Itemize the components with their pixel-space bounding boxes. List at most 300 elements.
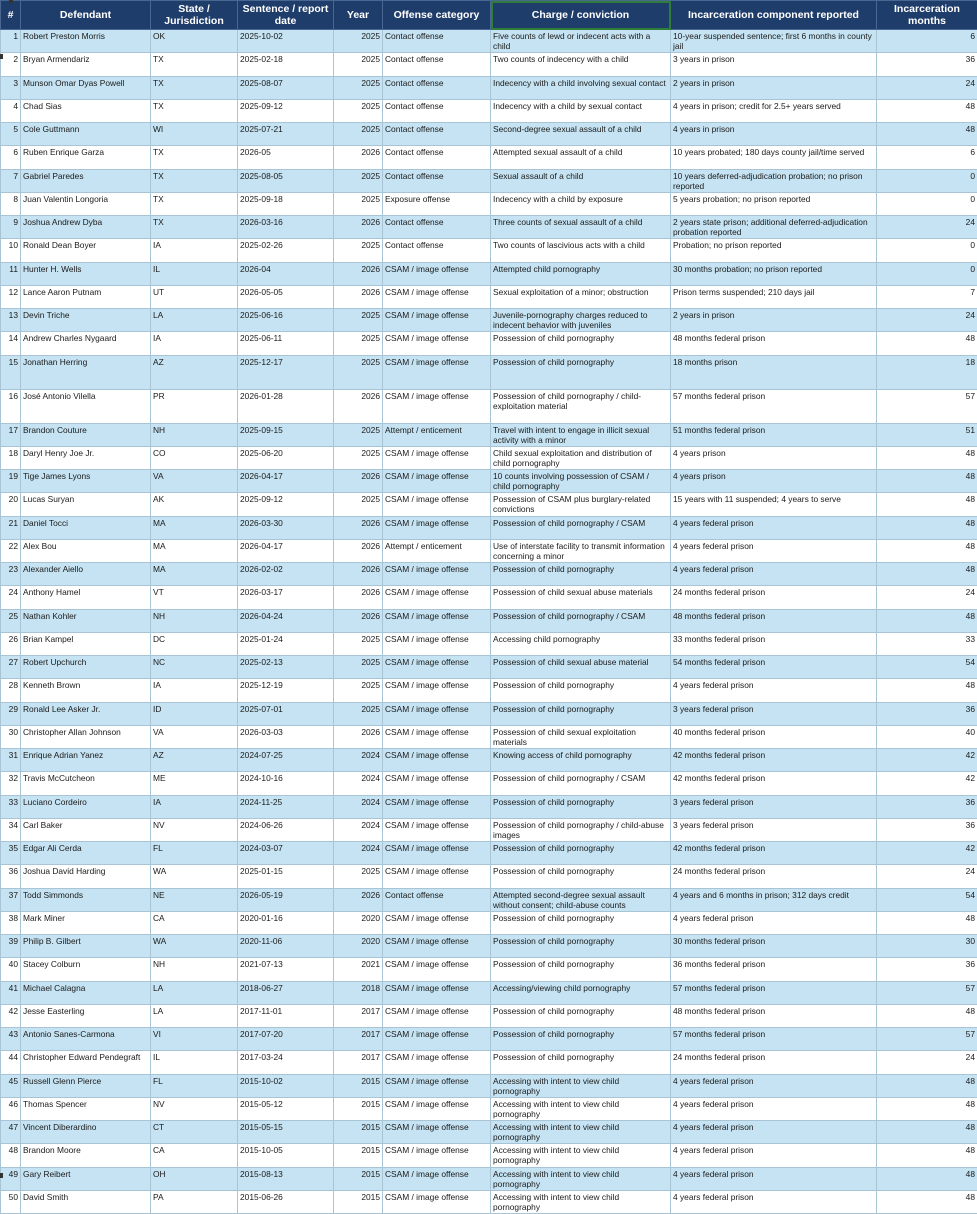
cell-offense[interactable]: CSAM / image offense	[383, 865, 491, 888]
cell-defendant[interactable]: Hunter H. Wells	[21, 262, 151, 285]
table-row[interactable]	[1, 423, 977, 446]
cell-charge[interactable]: Possession of child pornography / child-exploitation material	[491, 389, 671, 423]
cell-charge[interactable]: Possession of child pornography	[491, 702, 671, 725]
cell-state[interactable]: FL	[151, 1074, 238, 1097]
cell-state[interactable]: IA	[151, 795, 238, 818]
table-row[interactable]	[1, 146, 977, 169]
cell-incarceration[interactable]: 3 years federal prison	[671, 795, 877, 818]
cell-year[interactable]: 2025	[334, 169, 383, 192]
cell-index[interactable]: 16	[1, 389, 21, 423]
cell-index[interactable]: 42	[1, 1004, 21, 1027]
column-header-defendant[interactable]: Defendant	[21, 1, 151, 30]
cell-state[interactable]: TX	[151, 192, 238, 215]
cell-date[interactable]: 2025-07-21	[238, 123, 334, 146]
cell-date[interactable]: 2025-09-18	[238, 192, 334, 215]
cell-year[interactable]: 2020	[334, 911, 383, 934]
cell-index[interactable]: 30	[1, 725, 21, 748]
cell-state[interactable]: IL	[151, 1051, 238, 1074]
cell-charge[interactable]: Accessing with intent to view child pornography	[491, 1190, 671, 1213]
column-resize-handle[interactable]	[9, 0, 13, 3]
cell-offense[interactable]: CSAM / image offense	[383, 1121, 491, 1144]
cell-defendant[interactable]: David Smith	[21, 1190, 151, 1213]
cell-year[interactable]: 2021	[334, 958, 383, 981]
cell-defendant[interactable]: Edgar Ali Cerda	[21, 842, 151, 865]
cell-defendant[interactable]: Chad Sias	[21, 99, 151, 122]
cell-state[interactable]: UT	[151, 285, 238, 308]
cell-state[interactable]: IA	[151, 332, 238, 355]
cell-index[interactable]: 20	[1, 493, 21, 516]
table-row[interactable]	[1, 169, 977, 192]
cell-index[interactable]: 37	[1, 888, 21, 911]
cell-year[interactable]: 2025	[334, 493, 383, 516]
cell-offense[interactable]: CSAM / image offense	[383, 935, 491, 958]
cell-offense[interactable]: CSAM / image offense	[383, 958, 491, 981]
cell-incarceration[interactable]: 2 years in prison	[671, 309, 877, 332]
cell-index[interactable]: 31	[1, 749, 21, 772]
cell-defendant[interactable]: Devin Triche	[21, 309, 151, 332]
cell-months[interactable]: 18	[877, 355, 977, 389]
column-header-state[interactable]: State / Jurisdiction	[151, 1, 238, 30]
cell-date[interactable]: 2018-06-27	[238, 981, 334, 1004]
cell-state[interactable]: MA	[151, 539, 238, 562]
cell-index[interactable]: 44	[1, 1051, 21, 1074]
cell-offense[interactable]: CSAM / image offense	[383, 1144, 491, 1167]
cell-offense[interactable]: CSAM / image offense	[383, 632, 491, 655]
cell-year[interactable]: 2015	[334, 1074, 383, 1097]
cell-index[interactable]: 28	[1, 679, 21, 702]
cell-date[interactable]: 2026-04	[238, 262, 334, 285]
cell-months[interactable]: 48	[877, 493, 977, 516]
cell-charge[interactable]: Possession of child pornography	[491, 332, 671, 355]
cell-date[interactable]: 2026-04-17	[238, 470, 334, 493]
cell-date[interactable]: 2025-07-01	[238, 702, 334, 725]
cell-incarceration[interactable]: Prison terms suspended; 210 days jail	[671, 285, 877, 308]
cell-date[interactable]: 2026-01-28	[238, 389, 334, 423]
cell-index[interactable]: 6	[1, 146, 21, 169]
cell-state[interactable]: MA	[151, 516, 238, 539]
cell-incarceration[interactable]: 4 years federal prison	[671, 679, 877, 702]
cell-offense[interactable]: Attempt / enticement	[383, 539, 491, 562]
cell-date[interactable]: 2026-05-19	[238, 888, 334, 911]
cell-date[interactable]: 2017-03-24	[238, 1051, 334, 1074]
cell-months[interactable]: 36	[877, 702, 977, 725]
cell-defendant[interactable]: Anthony Hamel	[21, 586, 151, 609]
cell-defendant[interactable]: Lance Aaron Putnam	[21, 285, 151, 308]
table-row[interactable]	[1, 609, 977, 632]
cell-state[interactable]: CT	[151, 1121, 238, 1144]
cell-state[interactable]: TX	[151, 169, 238, 192]
cell-incarceration[interactable]: 2 years in prison	[671, 76, 877, 99]
cell-months[interactable]: 48	[877, 1144, 977, 1167]
cell-offense[interactable]: CSAM / image offense	[383, 725, 491, 748]
cell-defendant[interactable]: José Antonio Vilella	[21, 389, 151, 423]
table-row[interactable]	[1, 749, 977, 772]
cell-months[interactable]: 48	[877, 516, 977, 539]
cell-months[interactable]: 0	[877, 192, 977, 215]
cell-months[interactable]: 54	[877, 888, 977, 911]
cell-offense[interactable]: CSAM / image offense	[383, 702, 491, 725]
cell-index[interactable]: 23	[1, 563, 21, 586]
column-header-charge[interactable]: Charge / conviction	[491, 1, 671, 30]
cell-offense[interactable]: Contact offense	[383, 30, 491, 53]
cell-defendant[interactable]: Carl Baker	[21, 818, 151, 841]
cell-charge[interactable]: Indecency with a child by sexual contact	[491, 99, 671, 122]
cell-offense[interactable]: CSAM / image offense	[383, 911, 491, 934]
table-row[interactable]	[1, 285, 977, 308]
cell-index[interactable]: 4	[1, 99, 21, 122]
cell-state[interactable]: TX	[151, 216, 238, 239]
cell-index[interactable]: 22	[1, 539, 21, 562]
cell-date[interactable]: 2026-03-03	[238, 725, 334, 748]
cell-offense[interactable]: Contact offense	[383, 216, 491, 239]
cell-date[interactable]: 2026-02-02	[238, 563, 334, 586]
cell-defendant[interactable]: Andrew Charles Nygaard	[21, 332, 151, 355]
cell-year[interactable]: 2026	[334, 888, 383, 911]
cell-date[interactable]: 2025-10-02	[238, 30, 334, 53]
cell-date[interactable]: 2024-11-25	[238, 795, 334, 818]
cell-year[interactable]: 2018	[334, 981, 383, 1004]
cell-incarceration[interactable]: 10 years probated; 180 days county jail/time served	[671, 146, 877, 169]
table-row[interactable]	[1, 935, 977, 958]
cell-defendant[interactable]: Daniel Tocci	[21, 516, 151, 539]
cell-charge[interactable]: Possession of child sexual abuse materials	[491, 586, 671, 609]
cell-incarceration[interactable]: 15 years with 11 suspended; 4 years to serve	[671, 493, 877, 516]
cell-year[interactable]: 2025	[334, 76, 383, 99]
cell-months[interactable]: 7	[877, 285, 977, 308]
cell-charge[interactable]: Child sexual exploitation and distribution of child pornography	[491, 446, 671, 469]
table-row[interactable]	[1, 888, 977, 911]
cell-state[interactable]: DC	[151, 632, 238, 655]
table-row[interactable]	[1, 30, 977, 53]
table-row[interactable]	[1, 216, 977, 239]
cell-offense[interactable]: CSAM / image offense	[383, 981, 491, 1004]
cell-defendant[interactable]: Gary Reibert	[21, 1167, 151, 1190]
cell-months[interactable]: 48	[877, 679, 977, 702]
cell-year[interactable]: 2024	[334, 818, 383, 841]
cell-defendant[interactable]: Brian Kampel	[21, 632, 151, 655]
cell-date[interactable]: 2026-05	[238, 146, 334, 169]
cell-index[interactable]: 35	[1, 842, 21, 865]
cell-charge[interactable]: Accessing with intent to view child pornography	[491, 1121, 671, 1144]
cell-incarceration[interactable]: 42 months federal prison	[671, 749, 877, 772]
cell-incarceration[interactable]: 10-year suspended sentence; first 6 months in county jail	[671, 30, 877, 53]
cell-months[interactable]: 42	[877, 772, 977, 795]
table-row[interactable]	[1, 1190, 977, 1213]
cell-year[interactable]: 2026	[334, 216, 383, 239]
cell-months[interactable]: 48	[877, 609, 977, 632]
cell-state[interactable]: CA	[151, 911, 238, 934]
cell-incarceration[interactable]: 30 months federal prison	[671, 935, 877, 958]
cell-offense[interactable]: CSAM / image offense	[383, 389, 491, 423]
cell-defendant[interactable]: Mark Miner	[21, 911, 151, 934]
cell-year[interactable]: 2015	[334, 1167, 383, 1190]
cell-state[interactable]: AZ	[151, 355, 238, 389]
cell-year[interactable]: 2025	[334, 30, 383, 53]
table-row[interactable]	[1, 632, 977, 655]
cell-offense[interactable]: CSAM / image offense	[383, 470, 491, 493]
cell-state[interactable]: PA	[151, 1190, 238, 1213]
cell-charge[interactable]: Accessing with intent to view child pornography	[491, 1144, 671, 1167]
cell-defendant[interactable]: Thomas Spencer	[21, 1097, 151, 1120]
cell-date[interactable]: 2026-03-30	[238, 516, 334, 539]
cell-offense[interactable]: CSAM / image offense	[383, 285, 491, 308]
cell-months[interactable]: 57	[877, 1028, 977, 1051]
cell-state[interactable]: AZ	[151, 749, 238, 772]
cell-offense[interactable]: CSAM / image offense	[383, 446, 491, 469]
cell-incarceration[interactable]: 40 months federal prison	[671, 725, 877, 748]
cell-year[interactable]: 2025	[334, 192, 383, 215]
cell-defendant[interactable]: Jonathan Herring	[21, 355, 151, 389]
cell-date[interactable]: 2026-05-05	[238, 285, 334, 308]
cell-year[interactable]: 2015	[334, 1121, 383, 1144]
cell-incarceration[interactable]: 4 years prison	[671, 446, 877, 469]
cell-charge[interactable]: Possession of child sexual abuse material	[491, 656, 671, 679]
cell-state[interactable]: ID	[151, 702, 238, 725]
cell-months[interactable]: 54	[877, 656, 977, 679]
cell-index[interactable]: 15	[1, 355, 21, 389]
cell-defendant[interactable]: Ronald Lee Asker Jr.	[21, 702, 151, 725]
cell-date[interactable]: 2025-09-12	[238, 99, 334, 122]
cell-incarceration[interactable]: 4 years federal prison	[671, 1074, 877, 1097]
cell-index[interactable]: 12	[1, 285, 21, 308]
table-row[interactable]	[1, 563, 977, 586]
cell-index[interactable]: 48	[1, 1144, 21, 1167]
cell-offense[interactable]: CSAM / image offense	[383, 332, 491, 355]
cell-state[interactable]: VA	[151, 725, 238, 748]
table-row[interactable]	[1, 818, 977, 841]
table-row[interactable]	[1, 239, 977, 262]
cell-incarceration[interactable]: 24 months federal prison	[671, 865, 877, 888]
cell-months[interactable]: 48	[877, 1074, 977, 1097]
cell-months[interactable]: 24	[877, 216, 977, 239]
cell-date[interactable]: 2015-05-15	[238, 1121, 334, 1144]
cell-date[interactable]: 2017-11-01	[238, 1004, 334, 1027]
cell-index[interactable]: 45	[1, 1074, 21, 1097]
cell-charge[interactable]: Possession of child pornography / child-abuse images	[491, 818, 671, 841]
cell-index[interactable]: 19	[1, 470, 21, 493]
cell-state[interactable]: TX	[151, 53, 238, 76]
cell-date[interactable]: 2026-03-17	[238, 586, 334, 609]
cell-defendant[interactable]: Robert Preston Morris	[21, 30, 151, 53]
cell-incarceration[interactable]: 4 years federal prison	[671, 911, 877, 934]
cell-charge[interactable]: Knowing access of child pornography	[491, 749, 671, 772]
cell-months[interactable]: 6	[877, 30, 977, 53]
cell-year[interactable]: 2026	[334, 262, 383, 285]
cell-index[interactable]: 33	[1, 795, 21, 818]
cell-state[interactable]: PR	[151, 389, 238, 423]
cell-charge[interactable]: Accessing with intent to view child pornography	[491, 1097, 671, 1120]
cell-months[interactable]: 36	[877, 958, 977, 981]
cell-months[interactable]: 0	[877, 262, 977, 285]
table-row[interactable]	[1, 99, 977, 122]
cell-defendant[interactable]: Juan Valentin Longoria	[21, 192, 151, 215]
cell-months[interactable]: 51	[877, 423, 977, 446]
cell-defendant[interactable]: Lucas Suryan	[21, 493, 151, 516]
cell-incarceration[interactable]: 2 years state prison; additional deferred-adjudication probation reported	[671, 216, 877, 239]
cell-defendant[interactable]: Philip B. Gilbert	[21, 935, 151, 958]
cell-months[interactable]: 24	[877, 1051, 977, 1074]
cell-year[interactable]: 2026	[334, 725, 383, 748]
cell-year[interactable]: 2025	[334, 679, 383, 702]
cell-defendant[interactable]: Tige James Lyons	[21, 470, 151, 493]
cell-index[interactable]: 34	[1, 818, 21, 841]
cell-months[interactable]: 0	[877, 239, 977, 262]
cell-index[interactable]: 47	[1, 1121, 21, 1144]
cell-date[interactable]: 2025-02-18	[238, 53, 334, 76]
cell-year[interactable]: 2025	[334, 53, 383, 76]
cell-year[interactable]: 2025	[334, 239, 383, 262]
cell-charge[interactable]: Attempted second-degree sexual assault without consent; child-abuse counts	[491, 888, 671, 911]
cell-defendant[interactable]: Brandon Couture	[21, 423, 151, 446]
cell-offense[interactable]: CSAM / image offense	[383, 1190, 491, 1213]
cell-charge[interactable]: Sexual assault of a child	[491, 169, 671, 192]
cell-date[interactable]: 2025-01-24	[238, 632, 334, 655]
cell-index[interactable]: 14	[1, 332, 21, 355]
cell-offense[interactable]: CSAM / image offense	[383, 516, 491, 539]
cell-date[interactable]: 2015-08-13	[238, 1167, 334, 1190]
cell-index[interactable]: 8	[1, 192, 21, 215]
cell-defendant[interactable]: Munson Omar Dyas Powell	[21, 76, 151, 99]
cell-year[interactable]: 2026	[334, 470, 383, 493]
table-row[interactable]	[1, 702, 977, 725]
cell-state[interactable]: LA	[151, 309, 238, 332]
table-row[interactable]	[1, 192, 977, 215]
cell-state[interactable]: NC	[151, 656, 238, 679]
cell-defendant[interactable]: Antonio Sanes-Carmona	[21, 1028, 151, 1051]
cell-charge[interactable]: Possession of child pornography	[491, 1004, 671, 1027]
cell-date[interactable]: 2025-01-15	[238, 865, 334, 888]
cell-incarceration[interactable]: 48 months federal prison	[671, 332, 877, 355]
table-row[interactable]	[1, 332, 977, 355]
cell-incarceration[interactable]: 36 months federal prison	[671, 958, 877, 981]
cell-incarceration[interactable]: 57 months federal prison	[671, 1028, 877, 1051]
cell-months[interactable]: 0	[877, 169, 977, 192]
cell-year[interactable]: 2025	[334, 446, 383, 469]
cell-incarceration[interactable]: 3 years in prison	[671, 53, 877, 76]
cell-months[interactable]: 40	[877, 725, 977, 748]
cell-months[interactable]: 30	[877, 935, 977, 958]
cell-charge[interactable]: Possession of child pornography / CSAM	[491, 609, 671, 632]
cell-index[interactable]: 46	[1, 1097, 21, 1120]
cell-year[interactable]: 2024	[334, 749, 383, 772]
cell-state[interactable]: TX	[151, 146, 238, 169]
cell-state[interactable]: WA	[151, 935, 238, 958]
cell-months[interactable]: 48	[877, 1097, 977, 1120]
cell-offense[interactable]: Contact offense	[383, 169, 491, 192]
table-row[interactable]	[1, 842, 977, 865]
cell-months[interactable]: 6	[877, 146, 977, 169]
cell-state[interactable]: WA	[151, 865, 238, 888]
cell-incarceration[interactable]: 24 months federal prison	[671, 586, 877, 609]
cell-state[interactable]: CA	[151, 1144, 238, 1167]
cell-months[interactable]: 36	[877, 53, 977, 76]
cell-incarceration[interactable]: 51 months federal prison	[671, 423, 877, 446]
cell-date[interactable]: 2025-02-26	[238, 239, 334, 262]
cell-charge[interactable]: Possession of child pornography	[491, 842, 671, 865]
cell-incarceration[interactable]: 30 months probation; no prison reported	[671, 262, 877, 285]
cell-year[interactable]: 2017	[334, 1051, 383, 1074]
cell-index[interactable]: 29	[1, 702, 21, 725]
cell-offense[interactable]: Contact offense	[383, 239, 491, 262]
cell-offense[interactable]: CSAM / image offense	[383, 262, 491, 285]
cell-index[interactable]: 39	[1, 935, 21, 958]
cell-charge[interactable]: 10 counts involving possession of CSAM / child pornography	[491, 470, 671, 493]
cell-offense[interactable]: CSAM / image offense	[383, 795, 491, 818]
cell-months[interactable]: 36	[877, 795, 977, 818]
cell-index[interactable]: 7	[1, 169, 21, 192]
cell-defendant[interactable]: Joshua Andrew Dyba	[21, 216, 151, 239]
table-row[interactable]	[1, 493, 977, 516]
cell-year[interactable]: 2024	[334, 772, 383, 795]
cell-index[interactable]: 40	[1, 958, 21, 981]
cell-year[interactable]: 2025	[334, 123, 383, 146]
table-row[interactable]	[1, 795, 977, 818]
cell-incarceration[interactable]: 48 months federal prison	[671, 609, 877, 632]
table-row[interactable]	[1, 656, 977, 679]
table-row[interactable]	[1, 76, 977, 99]
table-row[interactable]	[1, 516, 977, 539]
cell-offense[interactable]: Contact offense	[383, 888, 491, 911]
cell-charge[interactable]: Indecency with a child involving sexual contact	[491, 76, 671, 99]
cell-defendant[interactable]: Robert Upchurch	[21, 656, 151, 679]
column-header-date[interactable]: Sentence / report date	[238, 1, 334, 30]
cell-months[interactable]: 48	[877, 446, 977, 469]
cell-year[interactable]: 2024	[334, 842, 383, 865]
cell-charge[interactable]: Possession of child pornography	[491, 1028, 671, 1051]
cell-charge[interactable]: Possession of child sexual exploitation materials	[491, 725, 671, 748]
cell-defendant[interactable]: Bryan Armendariz	[21, 53, 151, 76]
cell-date[interactable]: 2026-04-17	[238, 539, 334, 562]
table-row[interactable]	[1, 1121, 977, 1144]
cell-months[interactable]: 48	[877, 563, 977, 586]
table-row[interactable]	[1, 1167, 977, 1190]
cell-year[interactable]: 2025	[334, 332, 383, 355]
cell-charge[interactable]: Two counts of indecency with a child	[491, 53, 671, 76]
table-row[interactable]	[1, 911, 977, 934]
cell-state[interactable]: NV	[151, 1097, 238, 1120]
cell-year[interactable]: 2026	[334, 586, 383, 609]
cell-defendant[interactable]: Cole Guttmann	[21, 123, 151, 146]
cell-year[interactable]: 2026	[334, 539, 383, 562]
table-row[interactable]	[1, 981, 977, 1004]
cell-incarceration[interactable]: 33 months federal prison	[671, 632, 877, 655]
cell-defendant[interactable]: Christopher Allan Johnson	[21, 725, 151, 748]
cell-year[interactable]: 2020	[334, 935, 383, 958]
cell-months[interactable]: 48	[877, 123, 977, 146]
cell-index[interactable]: 21	[1, 516, 21, 539]
cell-incarceration[interactable]: 4 years in prison	[671, 123, 877, 146]
cell-charge[interactable]: Possession of child pornography / CSAM	[491, 772, 671, 795]
cell-charge[interactable]: Travel with intent to engage in illicit sexual activity with a minor	[491, 423, 671, 446]
cell-incarceration[interactable]: 42 months federal prison	[671, 842, 877, 865]
cell-date[interactable]: 2020-01-16	[238, 911, 334, 934]
cell-charge[interactable]: Accessing with intent to view child pornography	[491, 1074, 671, 1097]
cell-charge[interactable]: Two counts of lascivious acts with a child	[491, 239, 671, 262]
cell-defendant[interactable]: Brandon Moore	[21, 1144, 151, 1167]
cell-defendant[interactable]: Ruben Enrique Garza	[21, 146, 151, 169]
table-row[interactable]	[1, 1074, 977, 1097]
cell-year[interactable]: 2025	[334, 99, 383, 122]
cell-state[interactable]: OH	[151, 1167, 238, 1190]
column-header-offense[interactable]: Offense category	[383, 1, 491, 30]
cell-charge[interactable]: Possession of child pornography / CSAM	[491, 516, 671, 539]
cell-date[interactable]: 2021-07-13	[238, 958, 334, 981]
cell-offense[interactable]: CSAM / image offense	[383, 679, 491, 702]
cell-state[interactable]: MA	[151, 563, 238, 586]
cell-charge[interactable]: Three counts of sexual assault of a child	[491, 216, 671, 239]
cell-state[interactable]: NH	[151, 423, 238, 446]
cell-incarceration[interactable]: 4 years in prison; credit for 2.5+ years served	[671, 99, 877, 122]
